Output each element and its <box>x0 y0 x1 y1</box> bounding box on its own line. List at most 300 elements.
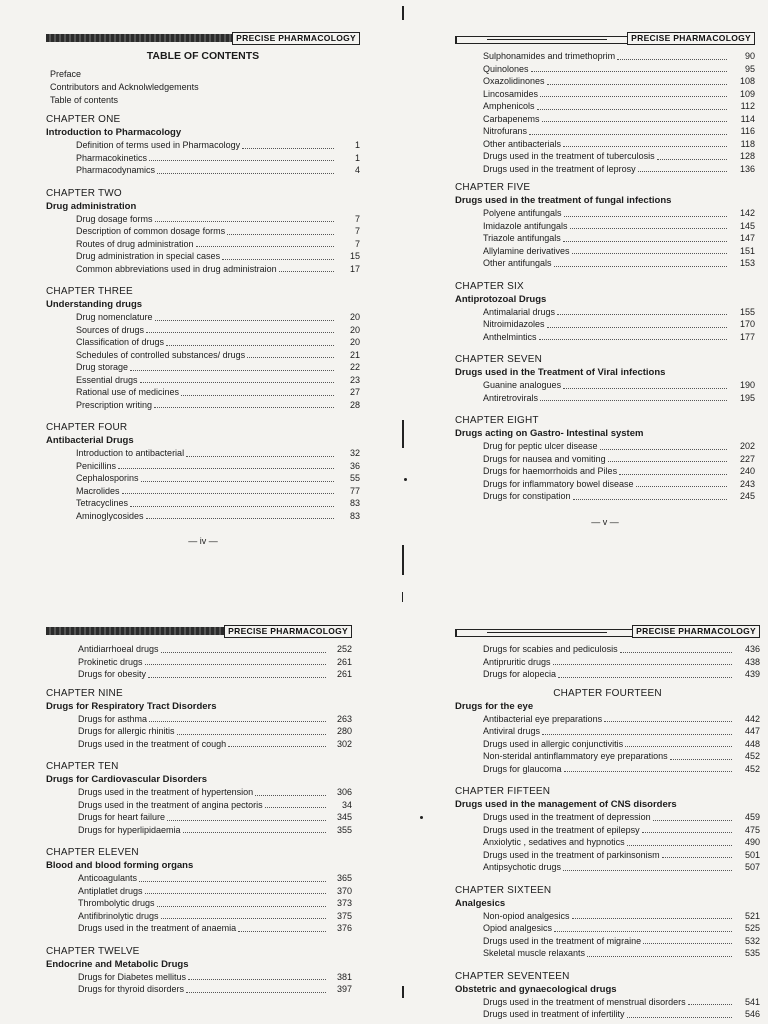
entry-title: Lincosamides <box>483 88 539 99</box>
chapter-block <box>455 970 760 1021</box>
toc-entry <box>455 232 755 245</box>
entry-page-number: 532 <box>744 935 760 946</box>
entry-title: Aminoglycosides <box>76 510 144 521</box>
toc-entry <box>46 910 352 923</box>
toc-entry <box>455 836 760 849</box>
toc-entry <box>455 75 755 88</box>
entry-title: Nitroimidazoles <box>483 319 545 329</box>
entry-page-number: 261 <box>336 669 352 679</box>
entry-title: Antifibrinolytic drugs <box>78 910 159 921</box>
dot-leader <box>620 652 732 653</box>
dot-leader <box>547 327 727 328</box>
chapter-subtitle: Analgesics <box>455 897 506 909</box>
dot-leader <box>542 121 727 122</box>
chapter-block <box>46 846 352 935</box>
dot-leader <box>563 146 727 147</box>
toc-entry <box>46 447 360 460</box>
gutter-mark <box>402 6 404 20</box>
entry-page-number: 442 <box>744 713 760 724</box>
toc-entry <box>455 656 760 669</box>
toc-entry <box>455 725 760 738</box>
dot-leader <box>157 906 326 907</box>
entry-page-number: 345 <box>336 812 352 822</box>
dot-leader <box>558 677 732 678</box>
entry-page-number: 355 <box>336 824 352 835</box>
chapter-heading: CHAPTER SIX <box>455 280 524 292</box>
entry-title: Antiretrovirals <box>483 392 539 403</box>
dot-leader <box>167 820 326 821</box>
entry-page-number: 142 <box>739 208 755 218</box>
entry-title: Cephalosporins <box>76 473 139 483</box>
header-title: PRECISE PHARMACOLOGY <box>632 625 760 638</box>
dot-leader <box>600 449 727 450</box>
dot-leader <box>186 992 326 993</box>
dot-leader <box>617 59 727 60</box>
chapter-heading: CHAPTER FOURTEEN <box>553 687 662 699</box>
entry-page-number: 55 <box>349 473 360 483</box>
entry-title: Drugs used in the treatment of menstrual disorders <box>483 996 686 1007</box>
toc-entry <box>46 510 360 523</box>
entry-title: Pharmacodynamics <box>76 165 156 175</box>
chapter-subtitle: Endocrine and Metabolic Drugs <box>46 958 189 970</box>
chapter-block <box>46 421 360 522</box>
dot-leader <box>145 893 326 894</box>
chapter-block <box>455 884 760 960</box>
toc-entry <box>46 811 352 824</box>
entry-title: Drugs used in the treatment of migraine <box>483 935 642 946</box>
chapter-subtitle: Drugs for Cardiovascular Disorders <box>46 774 208 785</box>
dot-leader <box>188 979 326 980</box>
entry-page-number: 280 <box>336 726 352 736</box>
toc-entry <box>455 643 760 656</box>
entry-page-number: 22 <box>349 362 360 372</box>
entry-title: Antidiarrhoeal drugs <box>78 644 159 654</box>
page-folio: — iv — <box>188 536 218 546</box>
dot-leader <box>653 820 732 821</box>
dot-leader <box>155 320 334 321</box>
toc-entry <box>455 163 755 176</box>
dot-leader <box>572 253 727 254</box>
toc-entry <box>455 100 755 113</box>
chapter-subtitle: Drugs acting on Gastro- Intestinal system <box>455 428 644 439</box>
chapter-subtitle: Understanding drugs <box>46 299 143 310</box>
toc-entry <box>455 138 755 151</box>
entry-title: Opiod analgesics <box>483 923 553 933</box>
entry-page-number: 108 <box>739 76 755 86</box>
entry-page-number: 375 <box>336 910 352 921</box>
dot-leader <box>149 160 334 161</box>
toc-entry <box>46 324 360 337</box>
front-matter-preface: Preface <box>50 69 82 79</box>
entry-title: Drug for peptic ulcer disease <box>483 441 598 451</box>
dot-leader <box>531 71 727 72</box>
dot-leader <box>222 259 334 260</box>
dot-leader <box>122 493 334 494</box>
chapter-heading: CHAPTER FIVE <box>455 182 531 193</box>
dot-leader <box>608 461 727 462</box>
gutter-mark <box>402 545 404 575</box>
dot-leader <box>227 234 334 235</box>
toc-entry <box>46 336 360 349</box>
chapter-subtitle: Drugs used in the management of CNS disorders <box>455 799 677 810</box>
entry-title: Antibacterial eye preparations <box>483 713 603 724</box>
entry-page-number: 438 <box>744 656 760 667</box>
entry-page-number: 90 <box>744 51 755 61</box>
dot-leader <box>642 832 732 833</box>
dot-leader <box>161 918 326 919</box>
entry-title: Drugs for allergic rhinitis <box>78 726 175 736</box>
toc-entry <box>455 490 755 503</box>
toc-entry <box>455 63 755 76</box>
entry-page-number: 452 <box>744 763 760 774</box>
toc-entry <box>46 238 360 251</box>
entry-title: Pharmacokinetics <box>76 152 148 163</box>
entry-page-number: 27 <box>349 387 360 397</box>
toc-entry <box>46 872 352 885</box>
entry-title: Non-opiod analgesics <box>483 910 570 921</box>
entry-page-number: 23 <box>349 374 360 385</box>
entry-page-number: 190 <box>739 380 755 390</box>
entry-page-number: 521 <box>744 910 760 921</box>
dot-leader <box>186 456 334 457</box>
entry-page-number: 28 <box>349 399 360 410</box>
dot-leader <box>149 721 326 722</box>
entry-title: Other antibacterials <box>483 138 562 149</box>
toc-entry <box>455 220 755 233</box>
dot-leader <box>554 931 732 932</box>
toc-entry <box>46 152 360 165</box>
toc-entry <box>455 763 760 776</box>
entry-page-number: 448 <box>744 738 760 749</box>
entry-page-number: 1 <box>354 152 360 163</box>
dot-leader <box>627 845 732 846</box>
gutter-mark <box>402 420 404 448</box>
entry-title: Drugs used in the treatment of tuberculosis <box>483 151 655 161</box>
toc-entry <box>455 849 760 862</box>
dot-leader <box>279 271 334 272</box>
entry-title: Thrombolytic drugs <box>78 898 155 908</box>
dot-leader <box>130 506 334 507</box>
toc-entry <box>455 392 755 405</box>
toc-entry <box>46 983 352 996</box>
entry-page-number: 21 <box>349 349 360 360</box>
dot-leader <box>183 832 326 833</box>
entry-title: Drug administration in special cases <box>76 251 221 261</box>
chapter-list <box>455 181 755 503</box>
chapter-block <box>46 687 352 751</box>
scan-speck <box>420 816 423 819</box>
scan-speck <box>404 478 407 481</box>
dot-leader <box>140 382 334 383</box>
entry-title: Drugs for asthma <box>78 713 148 724</box>
entry-title: Drug dosage forms <box>76 213 153 224</box>
toc-entry <box>455 150 755 163</box>
entry-title: Drugs used in the treatment of anaemia <box>78 923 237 933</box>
entry-page-number: 118 <box>740 138 755 149</box>
entry-title: Drugs used in the treatment of leprosy <box>483 163 636 174</box>
toc-entry <box>46 725 352 738</box>
entry-page-number: 263 <box>336 713 352 724</box>
dot-leader <box>537 109 727 110</box>
dot-leader <box>146 518 334 519</box>
entry-title: Anxiolytic , sedatives and hypnotics <box>483 837 625 847</box>
entry-page-number: 370 <box>336 885 352 896</box>
entry-title: Rational use of medicines <box>76 387 180 397</box>
chapter-subtitle: Antiprotozoal Drugs <box>455 293 547 305</box>
chapter-heading: CHAPTER TEN <box>46 761 119 772</box>
dot-leader <box>638 171 727 172</box>
chapter-block <box>46 945 352 996</box>
header-title: PRECISE PHARMACOLOGY <box>224 625 352 638</box>
entry-title: Drugs for inflammatory bowel disease <box>483 478 634 489</box>
toc-entry <box>455 113 755 126</box>
toc-page-vii <box>455 625 760 1021</box>
toc-entry <box>455 922 760 935</box>
entry-page-number: 153 <box>739 258 755 268</box>
toc-entry <box>46 799 352 812</box>
entry-title: Imidazole antifungals <box>483 220 568 231</box>
toc-entry <box>455 947 760 960</box>
chapter-list <box>46 687 352 996</box>
entry-title: Essential drugs <box>76 374 138 385</box>
entry-page-number: 202 <box>739 441 755 451</box>
chapter-block <box>455 181 755 270</box>
entry-title: Non-steridal antinflammatory eye preparations <box>483 751 668 761</box>
dot-leader <box>657 159 727 160</box>
entry-page-number: 240 <box>739 466 755 476</box>
entry-title: Skeletal muscle relaxants <box>483 948 586 958</box>
dot-leader <box>563 870 732 871</box>
dot-leader <box>242 148 334 149</box>
chapter-subtitle: Drugs for Respiratory Tract Disorders <box>46 700 217 712</box>
toc-entry <box>455 996 760 1009</box>
entry-page-number: 7 <box>354 226 360 236</box>
toc-entry <box>46 361 360 374</box>
dot-leader <box>161 652 326 653</box>
entry-title: Classification of drugs <box>76 337 165 347</box>
dot-leader <box>619 474 727 475</box>
dot-leader <box>529 134 727 135</box>
chapter-heading: CHAPTER EIGHT <box>455 415 539 426</box>
dot-leader <box>540 400 727 401</box>
chapter-subtitle: Blood and blood forming organs <box>46 860 194 871</box>
toc-entry <box>46 164 360 177</box>
entry-title: Drugs for scabies and pediculosis <box>483 644 618 654</box>
chapter-block <box>46 285 360 411</box>
toc-entry <box>46 311 360 324</box>
toc-entry <box>46 460 360 473</box>
entry-page-number: 397 <box>336 984 352 994</box>
entry-page-number: 459 <box>744 812 760 822</box>
entry-page-number: 109 <box>739 88 755 99</box>
gutter-mark <box>402 986 404 998</box>
entry-page-number: 95 <box>744 63 755 74</box>
dot-leader <box>636 486 727 487</box>
dot-leader <box>228 746 326 747</box>
dot-leader <box>573 499 727 500</box>
toc-entry <box>455 207 755 220</box>
entry-page-number: 147 <box>739 233 755 243</box>
chapter-heading: CHAPTER ONE <box>46 114 121 125</box>
entry-page-number: 136 <box>739 163 755 174</box>
entry-page-number: 373 <box>336 898 352 908</box>
entry-title: Drugs used in the treatment of epilepsy <box>483 824 640 835</box>
toc-entry <box>46 485 360 498</box>
entry-page-number: 17 <box>349 263 360 274</box>
chapter-block <box>455 414 755 503</box>
dot-leader <box>688 1004 732 1005</box>
entry-title: Drugs for glaucoma <box>483 763 562 774</box>
toc-entry <box>46 824 352 837</box>
toc-entry <box>46 643 352 656</box>
dot-leader <box>587 956 732 957</box>
dot-leader <box>157 173 334 174</box>
entry-title: Common abbreviations used in drug administraion <box>76 263 277 274</box>
entry-page-number: 36 <box>349 460 360 471</box>
entry-title: Drugs used in the treatment of angina pectoris <box>78 799 263 810</box>
entry-page-number: 381 <box>336 971 352 982</box>
dot-leader <box>547 84 727 85</box>
entry-page-number: 507 <box>744 862 760 872</box>
entry-title: Guanine analogues <box>483 380 562 390</box>
front-matter-toc: Table of contents <box>50 95 119 105</box>
entry-page-number: 83 <box>349 510 360 521</box>
chapter-subtitle: Introduction to Pharmacology <box>46 127 182 138</box>
entry-title: Drugs for Diabetes mellitus <box>78 971 187 982</box>
chapter-block <box>455 785 760 874</box>
toc-entry <box>46 225 360 238</box>
entry-title: Schedules of controlled substances/ drugs <box>76 349 246 360</box>
entry-page-number: 490 <box>744 837 760 847</box>
entry-title: Drugs for alopecia <box>483 669 557 679</box>
entry-title: Drugs for constipation <box>483 491 571 501</box>
entry-title: Macrolides <box>76 485 120 496</box>
entry-title: Drugs used in the treatment of hypertension <box>78 787 254 797</box>
entry-page-number: 475 <box>744 824 760 835</box>
dot-leader <box>563 241 727 242</box>
chapter-heading: CHAPTER TWELVE <box>46 945 140 957</box>
entry-page-number: 4 <box>354 165 360 175</box>
chapter-heading: CHAPTER SEVEN <box>455 354 543 365</box>
entry-page-number: 170 <box>739 319 755 329</box>
toc-entry <box>455 125 755 138</box>
toc-entry <box>46 922 352 935</box>
entry-page-number: 145 <box>739 220 755 231</box>
chapter-block <box>455 687 760 776</box>
entry-page-number: 452 <box>744 751 760 761</box>
dot-leader <box>627 1017 732 1018</box>
dot-leader <box>154 407 334 408</box>
entry-page-number: 535 <box>744 948 760 958</box>
chapter-heading: CHAPTER ELEVEN <box>46 847 139 858</box>
entry-page-number: 302 <box>336 738 352 749</box>
chapter-heading: CHAPTER NINE <box>46 687 123 699</box>
dot-leader <box>662 857 732 858</box>
entry-page-number: 7 <box>354 213 360 224</box>
toc-entry <box>455 738 760 751</box>
entry-page-number: 365 <box>336 873 352 883</box>
toc-entry <box>455 861 760 874</box>
toc-entry <box>455 257 755 270</box>
toc-entry <box>455 331 755 344</box>
entry-title: Carbapenems <box>483 113 540 124</box>
entry-title: Antiplatlet drugs <box>78 885 143 896</box>
entry-page-number: 20 <box>349 337 360 347</box>
entry-page-number: 501 <box>744 849 760 860</box>
dot-leader <box>141 481 334 482</box>
gutter-mark <box>402 592 403 602</box>
entry-page-number: 261 <box>336 656 352 667</box>
entry-page-number: 151 <box>739 245 755 256</box>
toc-entry <box>46 263 360 276</box>
toc-entry <box>455 440 755 453</box>
toc-entry <box>46 885 352 898</box>
entry-title: Drugs used in the treatment of parkinsonism <box>483 849 660 860</box>
chapter-block <box>455 280 755 344</box>
entry-title: Penicillins <box>76 460 117 471</box>
entry-title: Prescription writing <box>76 399 153 410</box>
entry-page-number: 252 <box>336 644 352 654</box>
chapter-block <box>46 760 352 836</box>
entry-title: Description of common dosage forms <box>76 226 226 236</box>
entry-page-number: 15 <box>349 251 360 261</box>
entry-title: Triazole antifungals <box>483 233 561 243</box>
entry-title: Sources of drugs <box>76 324 145 335</box>
entry-title: Antipsychotic drugs <box>483 862 562 872</box>
entry-title: Other antifungals <box>483 258 552 268</box>
toc-page-iv <box>46 32 360 546</box>
entry-page-number: 114 <box>740 113 755 124</box>
chapter-heading: CHAPTER SIXTEEN <box>455 884 552 896</box>
entry-page-number: 128 <box>739 151 755 161</box>
chapter-block <box>455 353 755 404</box>
dot-leader <box>247 357 334 358</box>
dot-leader <box>563 388 727 389</box>
entry-page-number: 227 <box>739 453 755 464</box>
entry-page-number: 525 <box>744 923 760 933</box>
dot-leader <box>557 314 727 315</box>
entry-title: Drugs used in treatment of infertility <box>483 1009 625 1019</box>
running-header <box>455 32 755 44</box>
dot-leader <box>564 771 732 772</box>
entry-title: Drugs used in allergic conjunctivitis <box>483 738 624 749</box>
toc-entry <box>46 897 352 910</box>
entry-title: Tetracyclines <box>76 498 129 508</box>
toc-entry <box>46 738 352 751</box>
toc-entry <box>455 811 760 824</box>
toc-entry <box>455 465 755 478</box>
toc-entry <box>455 306 755 319</box>
toc-entry <box>46 656 352 669</box>
chapter-heading: CHAPTER THREE <box>46 286 133 297</box>
entry-page-number: 83 <box>349 498 360 508</box>
entry-title: Drugs for thyroid disorders <box>78 984 185 994</box>
entry-page-number: 447 <box>744 726 760 736</box>
toc-entry <box>46 786 352 799</box>
entry-title: Quinolones <box>483 63 529 74</box>
entry-page-number: 245 <box>739 491 755 501</box>
entry-title: Anticoagulants <box>78 873 138 883</box>
chapter-subtitle: Drugs used in the Treatment of Viral infections <box>455 367 666 378</box>
chapter-list <box>46 113 360 522</box>
entry-title: Allylamine derivatives <box>483 245 570 256</box>
entry-page-number: 112 <box>740 101 755 111</box>
chapter-subtitle: Obstetric and gynaecological drugs <box>455 983 617 995</box>
entry-title: Drug storage <box>76 362 129 372</box>
entry-title: Routes of drug administration <box>76 238 194 249</box>
toc-entry <box>46 139 360 152</box>
dot-leader <box>670 759 732 760</box>
